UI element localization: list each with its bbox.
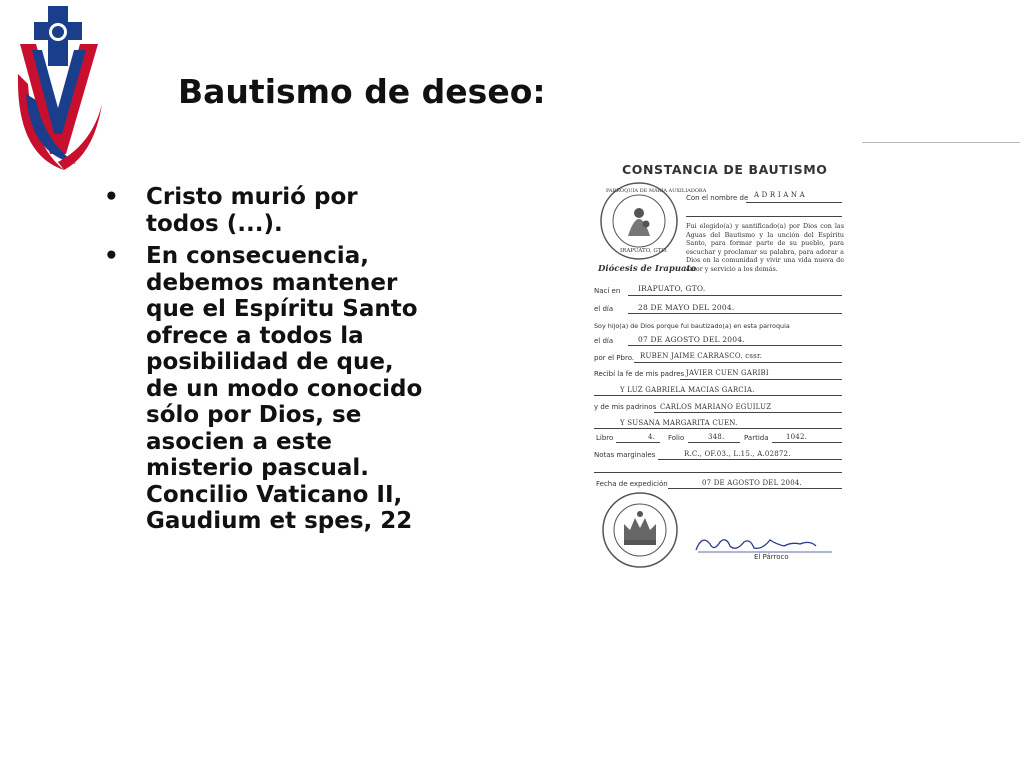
rule <box>658 459 842 460</box>
rule <box>628 313 842 314</box>
madre-value: Y LUZ GABRIELA MACIAS GARCIA. <box>620 386 755 394</box>
paper-edge <box>862 142 1020 143</box>
con-nombre-label: Con el nombre de <box>686 194 749 202</box>
baptism-certificate <box>576 150 866 578</box>
parroco-label: El Párroco <box>754 553 789 561</box>
bullet-marker: • <box>104 184 119 210</box>
rule <box>594 428 842 429</box>
rule <box>686 216 842 217</box>
fecha-expedicion-label: Fecha de expedición <box>596 480 668 488</box>
padres-label: Recibí la fe de mis padres <box>594 370 685 378</box>
pbro-label: por el Pbro. <box>594 354 635 362</box>
bullet-list <box>104 184 424 541</box>
nacimiento-fecha: 28 DE MAYO DEL 2004. <box>638 303 735 312</box>
madrina-value: Y SUSANA MARGARITA CUEN. <box>620 419 738 427</box>
rule <box>688 442 740 443</box>
parish-crown-seal-icon <box>600 490 680 570</box>
notas-value: R.C., OF.03., L.15., A.02872. <box>684 450 791 458</box>
rule <box>772 442 842 443</box>
rule <box>628 295 842 296</box>
seal-city: IRAPUATO, GTO. <box>620 248 668 254</box>
rule <box>746 202 842 203</box>
rule <box>616 442 660 443</box>
bullet-item <box>104 243 424 535</box>
seal-text: PARROQUIA DE MARÍA AUXILIADORA <box>606 188 707 194</box>
diocesis-label: Diócesis de Irapuato <box>598 264 697 274</box>
libro-value: 4. <box>648 433 656 441</box>
cross-v-logo-icon <box>14 4 104 172</box>
fecha-expedicion-value: 07 DE AGOSTO DEL 2004. <box>702 479 802 487</box>
notas-label: Notas marginales <box>594 451 656 459</box>
certificate-title: CONSTANCIA DE BAUTISMO <box>622 162 828 177</box>
rule <box>594 395 842 396</box>
certificate-paragraph: Fui elegido(a) y santificado(a) por Dios con las Aguas del Bautismo y la unción del Espíritu Santo, para formar parte de su pueblo, para escuchar y proclamar su palabra, para adorar a Dios en la comunidad y vivir una vida nueva de amor y servicio a los demás. <box>686 222 844 273</box>
rule <box>634 362 842 363</box>
folio-label: Folio <box>668 434 685 442</box>
con-nombre-value: A D R I A N A <box>754 191 805 199</box>
padrino-value: CARLOS MARIANO EGUILUZ <box>660 403 772 411</box>
naci-value: IRAPUATO, GTO. <box>638 284 706 293</box>
bullet-text: Cristo murió por todos (...). <box>146 184 358 237</box>
padrinos-label: y de mis padrinos <box>594 403 657 411</box>
naci-label: Nací en <box>594 287 621 295</box>
rule <box>680 379 842 380</box>
hijo-text: Soy hijo(a) de Dios porque fui bautizado(a) en esta parroquia <box>594 322 790 330</box>
rule <box>654 412 842 413</box>
rule <box>628 345 842 346</box>
folio-value: 348. <box>708 433 725 441</box>
pbro-value: RUBEN JAIME CARRASCO. cssr. <box>640 352 763 360</box>
bautismo-fecha: 07 DE AGOSTO DEL 2004. <box>638 335 745 344</box>
slide-title: Bautismo de deseo: <box>178 72 546 111</box>
rule <box>594 472 842 473</box>
bullet-item <box>104 184 424 237</box>
rule <box>668 488 842 489</box>
bullet-marker: • <box>104 243 119 269</box>
el-dia-label-2: el día <box>594 337 614 345</box>
partida-value: 1042. <box>786 433 808 441</box>
bullet-text: En consecuencia, debemos mantener que el Espíritu Santo ofrece a todos la posibilidad de que, de un modo conocido sólo por Dios, se asocien a este misterio pascual. Concilio Vaticano II, Gaudium et spes, 22 <box>146 243 423 534</box>
libro-label: Libro <box>596 434 614 442</box>
padre-value: JAVIER CUEN GARIBI <box>686 369 769 377</box>
partida-label: Partida <box>744 434 769 442</box>
el-dia-label: el día <box>594 305 614 313</box>
